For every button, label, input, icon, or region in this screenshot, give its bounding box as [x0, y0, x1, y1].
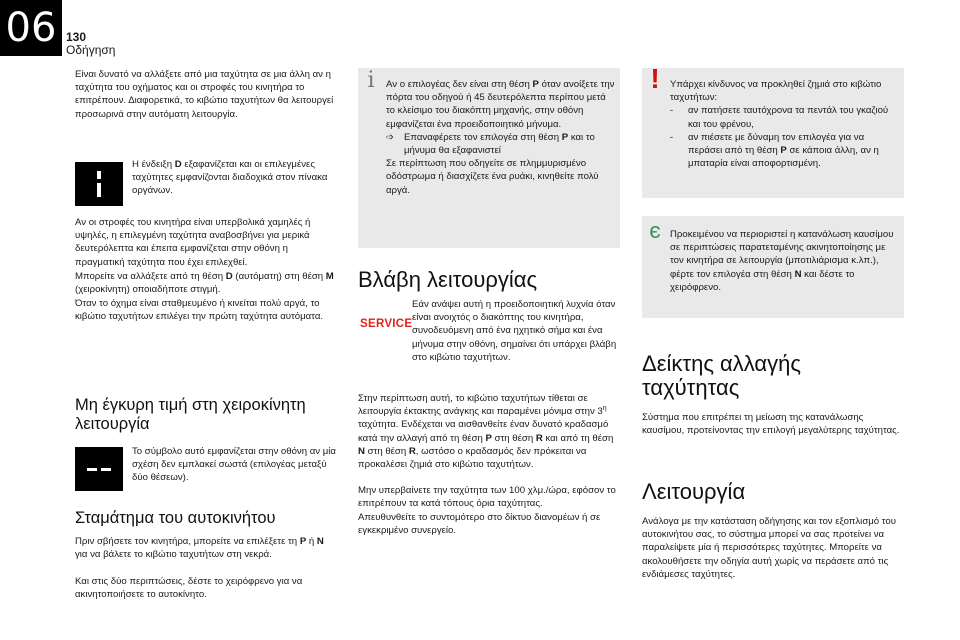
chapter-tab: 06 — [0, 0, 62, 56]
warning-bullet-2: - αν πιέσετε με δύναμη τον επιλογέα για να περάσει από τη θέση P σε κάποια άλλη, αν η μπαταρία είναι αποφορτισμένη. — [670, 131, 879, 170]
gsi-text: Σύστημα που επιτρέπει τη μείωση της κατανάλωσης καυσίμου, προτείνοντας την επιλογή μεγαλύτερης ταχύτητας. — [642, 412, 900, 437]
d-indicator-icon — [75, 162, 123, 206]
eco-text: Προκειμένου να περιοριστεί η κατανάλωση καυσίμου σε περιπτώσεις παρατεταμένης ακινητοποίησης με τον κινητήρα σε λειτουργία (μποτιλιάρισμα κ.λπ.), φέρτε τον επιλογέα στη θέση N και δέστε το χειρόφρενο. — [670, 229, 894, 293]
eco-box — [642, 216, 904, 318]
warning-icon: ! — [650, 63, 660, 94]
warning-box — [642, 63, 904, 198]
mode-paragraph: Μπορείτε να αλλάξετε από τη θέση D (αυτόματη) στη θέση M (χειροκίνητη) οποιαδήποτε στιγμή. — [75, 271, 334, 296]
operation-text: Ανάλογα με την κατάσταση οδήγησης και τον εξοπλισμό του αυτοκινήτου σας, το σύστημα μπορεί να σας προτείνει να παραλείψετε μία ή περισσότερες ταχύτητες. Μπορείτε να ακολουθήσετε την οδηγία αυτή χωρίς να περάσετε από τις ενδιάμεσες ταχύτητες. — [642, 516, 897, 580]
fault-heading: Βλάβη λειτουργίας — [358, 267, 538, 292]
invalid-text: Το σύμβολο αυτό εμφανίζεται στην οθόνη αν μία σχέση δεν εμπλακεί σωστά (επιλογέας μεταξύ δύο θέσεων). — [132, 446, 336, 484]
invalid-heading: Μη έγκυρη τιμή στη χειροκίνητη λειτουργία — [75, 396, 306, 433]
info-icon: i — [367, 68, 375, 93]
fault-paragraph-4: Απευθυνθείτε το συντομότερο στο δίκτυο διανομέων ή σε εγκεκριμένο συνεργείο. — [358, 512, 601, 537]
section-title: Οδήγηση — [66, 43, 116, 57]
rpm-paragraph: Αν οι στροφές του κινητήρα είναι υπερβολικά χαμηλές ή υψηλές, η επιλεγμένη ταχύτητα αναβοσβήνει για μερικά δευτερόλεπτα και έπειτα εμφανίζεται στην οθόνη η πραγματική ταχύτητα που έχει επιλεχθεί. — [75, 217, 311, 268]
gsi-heading: Δείκτης αλλαγής ταχύτητας — [642, 351, 801, 400]
operation-heading: Λειτουργία — [642, 479, 746, 504]
info-box — [358, 68, 620, 248]
info-flood-text: Σε περίπτωση που οδηγείτε σε πλημμυρισμένο οδόστρωμα ή διασχίζετε ένα ρυάκι, κινηθείτε πολύ αργά. — [386, 158, 599, 196]
info-text: Αν ο επιλογέας δεν είναι στη θέση P όταν ανοίξετε την πόρτα του οδηγού ή 45 δευτερόλεπτα περίπου μετά το κλείσιμο του διακόπτη μηχανής, στην οθόνη εμφανίζεται ένα προειδοποιητικό μήνυμα. — [386, 79, 615, 130]
intro-paragraph: Είναι δυνατό να αλλάξετε από μια ταχύτητα σε μια άλλη αν η ταχύτητα του οχήματος και οι στροφές του κινητήρα το επιτρέπουν. Διαφορετικά, το κιβώτιο ταχυτήτων θα λειτουργεί προσωρινά στην αυτόματη λειτουργία. — [75, 69, 334, 120]
stop-paragraph-2: Και στις δύο περιπτώσεις, δέστε το χειρόφρενο για να ακινητοποιήσετε το αυτοκίνητο. — [75, 576, 303, 601]
eco-leaf-icon: є — [649, 218, 661, 243]
arrow-icon: ➩ — [386, 131, 395, 143]
fault-paragraph-2: Στην περίπτωση αυτή, το κιβώτιο ταχυτήτων τίθεται σε λειτουργία έκτακτης ανάγκης και παραμένει μόνιμα στην $3^\eta$ ταχύτητα. Ενδέχεται να αισθανθείτε έναν δυνατό κραδασμό κατά την αλλαγή από τη θέση P στη θέση R και από τη θέση N στη θέση R, ωστόσο ο κραδασμός δεν πρόκειται να προκαλέσει ζημιά στο κιβώτιο ταχυτήτων. — [358, 393, 614, 471]
parked-paragraph: Όταν το όχημα είναι σταθμευμένο ή κινείται πολύ αργά, το κιβώτιο ταχυτήτων επιλέγει την πρώτη ταχύτητα αυτόματα. — [75, 298, 324, 323]
stop-heading: Σταμάτημα του αυτοκινήτου — [75, 509, 276, 527]
service-warning-icon: SERVICE — [360, 318, 413, 330]
warning-bullet-1: - αν πατήσετε ταυτόχρονα τα πεντάλ του γκαζιού και του φρένου, — [670, 105, 889, 130]
info-bullet: ➩ Επαναφέρετε τον επιλογέα στη θέση P και το μήνυμα θα εξαφανιστεί — [386, 131, 595, 157]
invalid-value-icon — [75, 447, 123, 491]
d-indicator-text: Η ένδειξη D εξαφανίζεται και οι επιλεγμένες ταχύτητες εμφανίζονται διαδοχικά στον πίνακα οργάνων. — [132, 159, 328, 197]
page-number: 130 — [66, 30, 87, 44]
fault-text: Εάν ανάψει αυτή η προειδοποιητική λυχνία όταν είναι ανοιχτός ο διακόπτης του κινητήρα, συνοδευόμενη από ένα ηχητικό σήμα και ένα μήνυμα στην οθόνη, σημαίνει ότι υπάρχει βλάβη στο κιβώτιο ταχυτήτων. — [412, 299, 617, 363]
fault-paragraph-3: Μην υπερβαίνετε την ταχύτητα των 100 χλμ./ώρα, εφόσον το επιτρέπουν τα κατά τόπους όρια ταχύτητας. — [358, 485, 616, 510]
stop-paragraph: Πριν σβήσετε τον κινητήρα, μπορείτε να επιλέξετε τη P ή N για να βάλετε το κιβώτιο ταχυτήτων στη νεκρά. — [75, 536, 324, 561]
warning-intro: Υπάρχει κίνδυνος να προκληθεί ζημιά στο κιβώτιο ταχυτήτων: — [670, 79, 882, 104]
